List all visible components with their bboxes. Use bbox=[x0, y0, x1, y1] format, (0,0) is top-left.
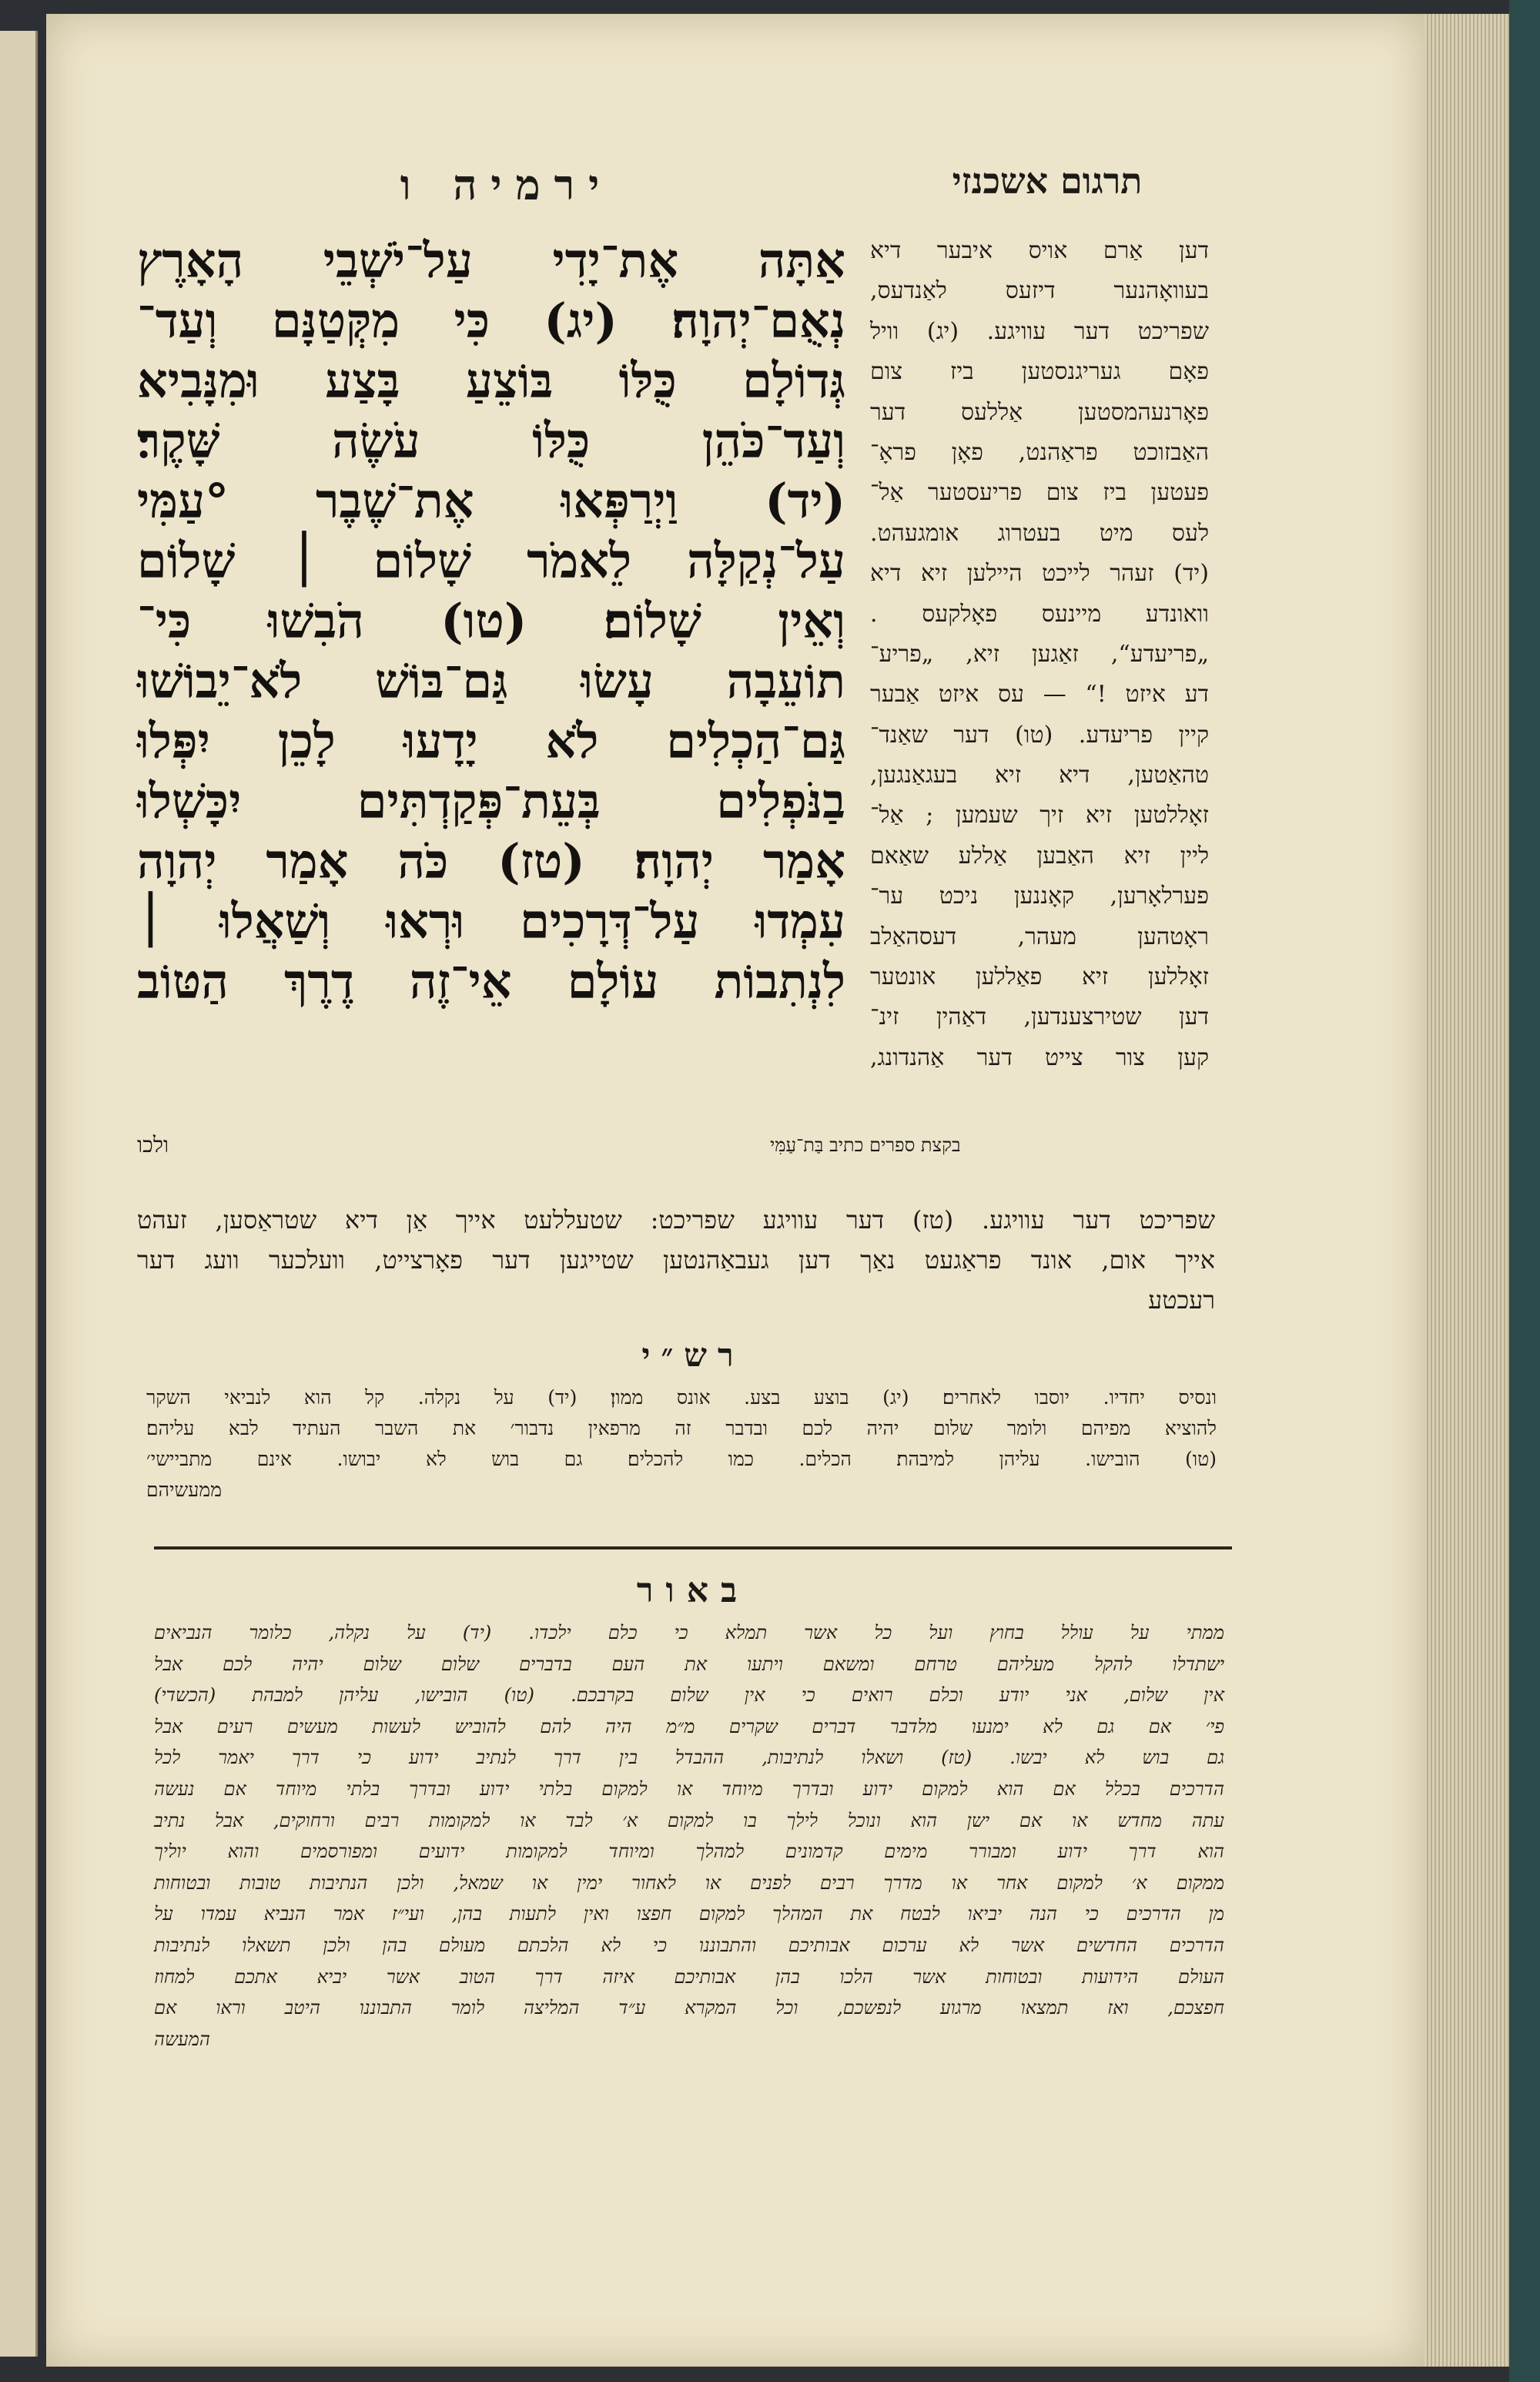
translation-full-width bbox=[137, 1200, 1215, 1320]
biur-line: חפצכם, ואז תמצאו מרגוע לנפשכם, וכל המקרא ע״ד המליצה לומר התבוננו היטב וראו אם bbox=[154, 1997, 1224, 2019]
biur-line: המעשה bbox=[154, 2028, 210, 2050]
translation-line: לעס מיט בעטרוג אומגעהט. bbox=[870, 519, 1209, 547]
running-head-translation: תרגום אשכנזי bbox=[952, 160, 1143, 202]
biur-line: הוא דרך ידוע ומבורר מימים קדמונים למהלך ומיוחד למקומות ידועים ומפורסמים והוא יוליך bbox=[154, 1841, 1224, 1863]
hebrew-text-column bbox=[137, 231, 845, 1012]
translation-line: פאָם געריגנסטען ביז צום bbox=[870, 358, 1209, 386]
translation-line: ראָטהען מעהר, דעסהאַלב bbox=[870, 923, 1209, 950]
translation-line: וואונדע מיינעס פאָלקעס . bbox=[870, 600, 1209, 628]
translation-line: ליין זיא האַבען אַללע שאַאם bbox=[870, 842, 1209, 869]
hebrew-line: עַל־נְקַלָּה לֵאמֹר שָׁלוֹם ׀ שָׁלוֹם bbox=[137, 533, 845, 589]
translation-line: שפריכט דער עוויגע. (טז) דער עוויגע שפריכט: שטעללעט אייך אַן דיא שטראַסען, זעהט bbox=[137, 1205, 1215, 1235]
hebrew-line: לִנְתִבוֹת עוֹלָם אֵי־זֶה דֶרֶךְ הַטּוֹב bbox=[137, 953, 845, 1010]
translation-line: שפריכט דער עוויגע. (יג) וויל bbox=[870, 317, 1209, 345]
translation-line: טהאַטען, דיא זיא בעגאַנגען, bbox=[870, 762, 1209, 789]
hebrew-line: וְאֵין שָׁלוֹם׃ (טו) הֹבִשׁוּ כִּי־ bbox=[137, 593, 845, 649]
biur-line: העולם הידועות ובטוחות אשר הלכו בהן אבותיכם איזה דרך הטוב אשר יביא אתכם למחוז bbox=[154, 1965, 1224, 1988]
facing-page-edge bbox=[0, 31, 38, 2357]
rashi-line: ונסיס יחדיו. יוסבו לאחרים׃ (יג) בוצע בצע. אונס ממון׃ (יד) על נקלה. קל הוא לנביאי השקר bbox=[146, 1386, 1217, 1409]
biur-line: גם בוש לא יבשו. (טז) ושאלו לנתיבות, ההבדל בין דרך לנתיב ידוע כי דרך יאמר לכל bbox=[154, 1747, 1224, 1769]
rashi-line: (טו) הובישו. עליהן למיבהת׃ הכלים. כמו להכלים׃ גם בוש לא יבושו. אינם מתביישי׳ bbox=[146, 1448, 1217, 1470]
catchword: ולכו bbox=[137, 1132, 169, 1157]
translation-line: דע איזט !“ — עס איזט אַבער bbox=[870, 681, 1209, 709]
biur-line: מן הדרכים כי הנה יביאו לבטח את המהלך למקום חפצו ואין לתעות בהן, ועי״ז אמר הנביא עמדו על bbox=[154, 1903, 1224, 1925]
rashi-line: להוציא מפיהם ולומר שלום יהיה לכם ובדבר זה מרפאין נדבור׳ את השבר העתיד לבא עליהם׃ bbox=[146, 1417, 1217, 1439]
translation-line: פערלאָרען, קאָננען ניכט ער־ bbox=[870, 883, 1209, 910]
biur-line: הדרכים החדשים אשר לא ערכום אבותיכם והתבוננו כי לא הלכתם מעולם בהן ולכן תשאלו לנתיבות bbox=[154, 1934, 1224, 1956]
hebrew-line: עִמְדוּ עַל־דְּרָכִים וּרְאוּ וְשַׁאֲלוּ ׀ bbox=[137, 893, 845, 950]
translation-line: זאָללען זיא פאַללען אונטער bbox=[870, 963, 1209, 991]
biur-line: ממתי על עולל בחוץ ועל כל אשר תמלא כי כלם ילכדו. (יד) על נקלה, כלומר הנביאים bbox=[154, 1622, 1224, 1643]
translation-line: פעטען ביז צום פריעסטער אַל־ bbox=[870, 479, 1209, 507]
biur-line: הדרכים בכלל אם הוא למקום ידוע ובדרך מיוחד או למקום בלתי ידוע ובדרך בלתי מיוחד אם נעשה bbox=[154, 1777, 1224, 1800]
biur-line: ישתדלו להקל מעליהם טרחם ומשאם ויתעו את העם בדברים שלום שלום יהיה לכם אבל bbox=[154, 1653, 1224, 1675]
page-stack-edge bbox=[1424, 14, 1509, 2367]
biur-heading: באור bbox=[636, 1571, 750, 1610]
hebrew-line: (יד) וַיְרַפְּאוּ אֶת־שֶׁבֶר °עַמִּי bbox=[137, 473, 845, 529]
hebrew-line: וְעַד־כֹּהֵן כֻּלּוֹ עֹשֶׂה שָּׁקֶר׃ bbox=[137, 413, 845, 469]
translation-line: האַבזוכט פראַהנט, פאָן פראָ־ bbox=[870, 438, 1209, 466]
rashi-heading: רש״י bbox=[641, 1336, 745, 1374]
hebrew-line: אָמַר יְהוָה׃ (טז) כֹּה אָמַר יְהוָה bbox=[137, 833, 845, 889]
section-divider bbox=[154, 1546, 1232, 1549]
biur-line: עתה מחדש או אם ישן הוא ונוכל לילך בו למקום א׳ לבד או למקומות רבים ורחוקים, אבל נתיב bbox=[154, 1809, 1225, 1831]
translation-line: אייך אום, אונד פראַגעט נאַך דען געבאַהנטען שטייגען דער פאָרצייט, וועלכער וועג דער bbox=[137, 1245, 1215, 1275]
biur-commentary bbox=[154, 1617, 1224, 2055]
biur-line: פי׳ אם גם לא ימנעו מלדבר דברים שקרים מ״מ היה להם להוביש לעשות מעשים רעים אבל bbox=[154, 1715, 1224, 1737]
hebrew-line: גַּם־הַכְלִים לֹא יָדָעוּ לָכֵן יִפְּלוּ bbox=[137, 713, 845, 769]
rashi-commentary bbox=[146, 1382, 1217, 1506]
biur-line: אין שלום, אני יודע וכלם רואים כי אין שלום בקרבכם. (טו) הובישו, עליהן למבהת (הכשדי) bbox=[154, 1684, 1225, 1707]
hebrew-line: אַתָּה אֶת־יָדִי עַל־יֹשְׁבֵי הָאָרֶץ bbox=[137, 233, 845, 289]
translation-line: „פריעדע“, זאַגען זיא, „פריע־ bbox=[870, 640, 1209, 668]
translation-line: זאָללטען זיא זיך שעמען ; אַל־ bbox=[870, 802, 1209, 829]
hebrew-line: בַנֹּפְלִים בְּעֵת־פְּקַדְתִּים יִכָּשְׁלוּ bbox=[137, 773, 845, 829]
translation-line: דען שטירצענדען, דאַהין זינ־ bbox=[870, 1003, 1209, 1031]
book-cover-edge bbox=[1509, 0, 1540, 2382]
running-head-book: ירמיה ו bbox=[400, 160, 614, 209]
marginal-note: בקצת ספרים כתיב בַּת־עַמִּי bbox=[770, 1134, 961, 1156]
rashi-line: ממעשיהם bbox=[146, 1479, 223, 1501]
translation-line: בעוואָהנער דיזעס לאַנדעס, bbox=[870, 277, 1209, 305]
hebrew-line: נְאֻם־יְהוָה׃ (יג) כִּי מִקְּטַנָּם וְעַד־ bbox=[137, 293, 845, 349]
hebrew-line: תוֹעֵבָה עָשׂוּ גַּם־בּוֹשׁ לֹא־יֵבוֹשׁוּ bbox=[137, 653, 845, 709]
hebrew-line: גְּדוֹלָם כֻּלּוֹ בּוֹצֵעַ בָּצַע וּמִנָּבִיא bbox=[137, 353, 845, 409]
translation-line: (יד) זעהר לייכט היילען זיא דיא bbox=[870, 560, 1209, 588]
biur-line: ממקום א׳ למקום אחר או מדרך רבים לפנים או לאחור ימין או שמאל, ולכן הנתיבות טובות ובטוחות bbox=[154, 1871, 1224, 1894]
translation-line: קען צור צייט דער אַהנדונג, bbox=[870, 1044, 1209, 1071]
translation-line: פאָרנעהמסטען אַללעס דער bbox=[870, 398, 1209, 426]
translation-line: קיין פריעדע. (טו) דער שאַנד־ bbox=[870, 721, 1209, 749]
translation-line: דען אַרם אויס איבער דיא bbox=[870, 237, 1209, 264]
translation-line: רעכטע bbox=[1148, 1285, 1215, 1315]
translation-column bbox=[870, 231, 1209, 1078]
